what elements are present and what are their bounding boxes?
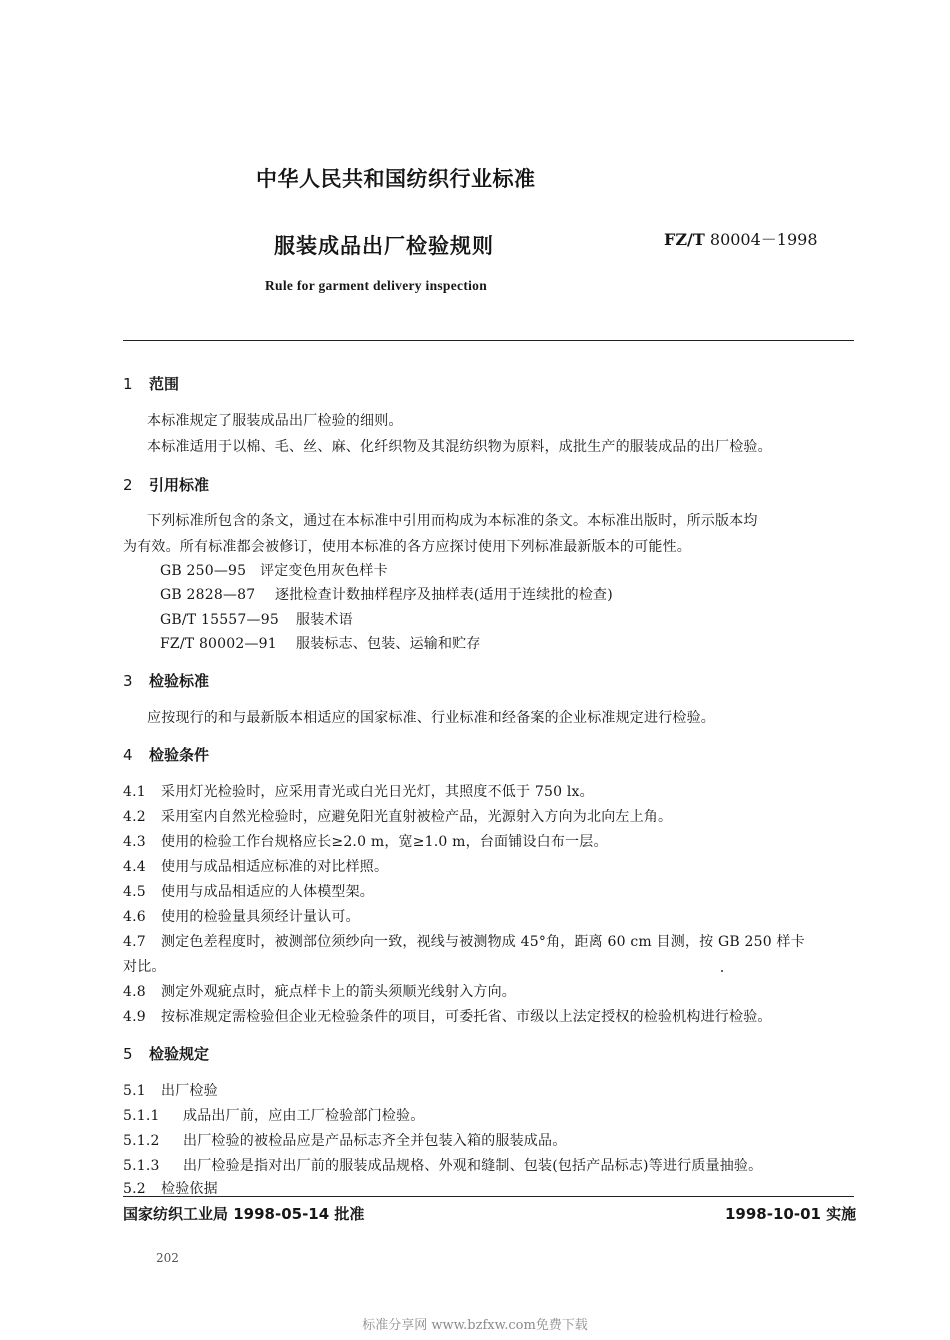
clause-text: 出厂检验 — [161, 1083, 218, 1099]
standard-code — [664, 227, 818, 250]
clause-text: 出厂检验是指对出厂前的服装成品规格、外观和缝制、包装(包括产品标志)等进行质量抽验。 — [183, 1158, 763, 1174]
page-number: 202 — [156, 1251, 179, 1265]
approval-date: 国家纺织工业局 1998-05-14 批准 — [123, 1205, 365, 1223]
subclause-item — [123, 1080, 218, 1100]
clause-number: 5.1.1 — [123, 1108, 160, 1124]
effective-date: 1998-10-01 实施 — [725, 1205, 857, 1223]
section-title: 引用标准 — [149, 476, 210, 494]
clause-text: 测定色差程度时，被测部位须纱向一致，视线与被测物成 45°角，距离 60 cm 目测，按 GB 250 样卡 — [161, 934, 805, 950]
clause-item — [123, 856, 388, 876]
subclause-item — [123, 1130, 566, 1150]
section-3-heading — [123, 670, 209, 691]
clause-text: 使用的检验工作台规格应长≥2.0 m，宽≥1.0 m，台面铺设白布一层。 — [161, 834, 608, 850]
clause-text: 成品出厂前，应由工厂检验部门检验。 — [183, 1108, 425, 1124]
section-number: 1 — [123, 375, 133, 393]
clause-text: 采用室内自然光检验时，应避免阳光直射被检产品，光源射入方向为北向左上角。 — [161, 809, 673, 825]
clause-item — [123, 1006, 772, 1026]
clause-item — [123, 931, 805, 951]
section-3-paragraph: 应按现行的和与最新版本相适应的国家标准、行业标准和经备案的企业标准规定进行检验。 — [147, 710, 715, 726]
section-title: 范围 — [149, 375, 180, 393]
subclause-item — [123, 1155, 762, 1175]
reference-item — [160, 584, 613, 604]
reference-name: 服装标志、包装、运输和贮存 — [296, 636, 481, 652]
section-2-paragraph-line-1: 下列标准所包含的条文，通过在本标准中引用而构成为本标准的条文。本标准出版时，所示版本均 — [147, 513, 758, 529]
section-number: 3 — [123, 672, 133, 690]
section-5-heading — [123, 1043, 209, 1064]
clause-number: 4.7 — [123, 934, 146, 950]
reference-name: 逐批检查计数抽样程序及抽样表(适用于连续批的检查) — [275, 587, 613, 603]
english-title: Rule for garment delivery inspection — [265, 278, 488, 293]
clause-number: 4.1 — [123, 784, 146, 800]
reference-item — [160, 609, 353, 629]
clause-number: 5.2 — [123, 1181, 146, 1197]
clause-item — [123, 981, 516, 1001]
clause-text: 使用与成品相适应标准的对比样照。 — [161, 859, 389, 875]
clause-number: 4.6 — [123, 909, 146, 925]
section-title: 检验标准 — [149, 672, 210, 690]
clause-item — [123, 806, 672, 826]
section-number: 2 — [123, 476, 133, 494]
reference-item — [160, 560, 388, 580]
section-2-paragraph-line-2: 为有效。所有标准都会被修订，使用本标准的各方应探讨使用下列标准最新版本的可能性。 — [123, 539, 691, 555]
clause-text: 检验依据 — [161, 1181, 218, 1197]
watermark-text: 标准分享网 www.bzfxw.com免费下载 — [362, 1318, 588, 1333]
clause-text: 采用灯光检验时，应采用青光或白光日光灯，其照度不低于 750 lx。 — [161, 784, 594, 800]
clause-number: 4.8 — [123, 984, 146, 1000]
section-1-paragraph-1: 本标准规定了服装成品出厂检验的细则。 — [147, 413, 403, 429]
clause-text: 出厂检验的被检品应是产品标志齐全并包装入箱的服装成品。 — [183, 1133, 567, 1149]
section-4-heading — [123, 744, 209, 765]
clause-number: 5.1.3 — [123, 1158, 160, 1174]
clause-number: 5.1.2 — [123, 1133, 160, 1149]
footer-divider — [123, 1196, 854, 1197]
clause-text: 使用与成品相适应的人体模型架。 — [161, 884, 374, 900]
clause-text: 使用的检验量具须经计量认可。 — [161, 909, 360, 925]
clause-number: 4.4 — [123, 859, 146, 875]
clause-continuation: 对比。 — [123, 959, 166, 975]
clause-number: 4.3 — [123, 834, 146, 850]
standard-code-number: 80004－1998 — [709, 230, 818, 249]
clause-number: 4.9 — [123, 1009, 146, 1025]
standard-code-prefix: FZ/T — [664, 230, 705, 249]
clause-item — [123, 906, 360, 926]
clause-item — [123, 781, 594, 801]
reference-code: GB 250—95 — [160, 563, 247, 579]
clause-item — [123, 881, 374, 901]
clause-text: 测定外观疵点时，疵点样卡上的箭头须顺光线射入方向。 — [161, 984, 516, 1000]
reference-name: 服装术语 — [296, 612, 353, 628]
organization-title: 中华人民共和国纺织行业标准 — [256, 167, 536, 191]
clause-number: 4.2 — [123, 809, 146, 825]
reference-item — [160, 633, 481, 653]
reference-code: GB/T 15557—95 — [160, 612, 279, 628]
clause-item — [123, 831, 608, 851]
section-title: 检验规定 — [149, 1045, 210, 1063]
reference-name: 评定变色用灰色样卡 — [260, 563, 388, 579]
clause-number: 5.1 — [123, 1083, 146, 1099]
section-1-paragraph-2: 本标准适用于以棉、毛、丝、麻、化纤织物及其混纺织物为原料，成批生产的服装成品的出厂检验。 — [147, 439, 772, 455]
header-divider — [123, 340, 854, 341]
section-title: 检验条件 — [149, 746, 210, 764]
section-number: 4 — [123, 746, 133, 764]
section-2-heading — [123, 474, 209, 495]
document-title: 服装成品出厂检验规则 — [274, 234, 494, 258]
section-number: 5 — [123, 1045, 133, 1063]
subclause-item — [123, 1178, 218, 1198]
clause-number: 4.5 — [123, 884, 146, 900]
section-1-heading — [123, 373, 179, 394]
scan-speck — [721, 970, 723, 972]
clause-text: 按标准规定需检验但企业无检验条件的项目，可委托省、市级以上法定授权的检验机构进行检验。 — [161, 1009, 772, 1025]
subclause-item — [123, 1105, 424, 1125]
reference-code: FZ/T 80002—91 — [160, 636, 277, 652]
reference-code: GB 2828—87 — [160, 587, 256, 603]
